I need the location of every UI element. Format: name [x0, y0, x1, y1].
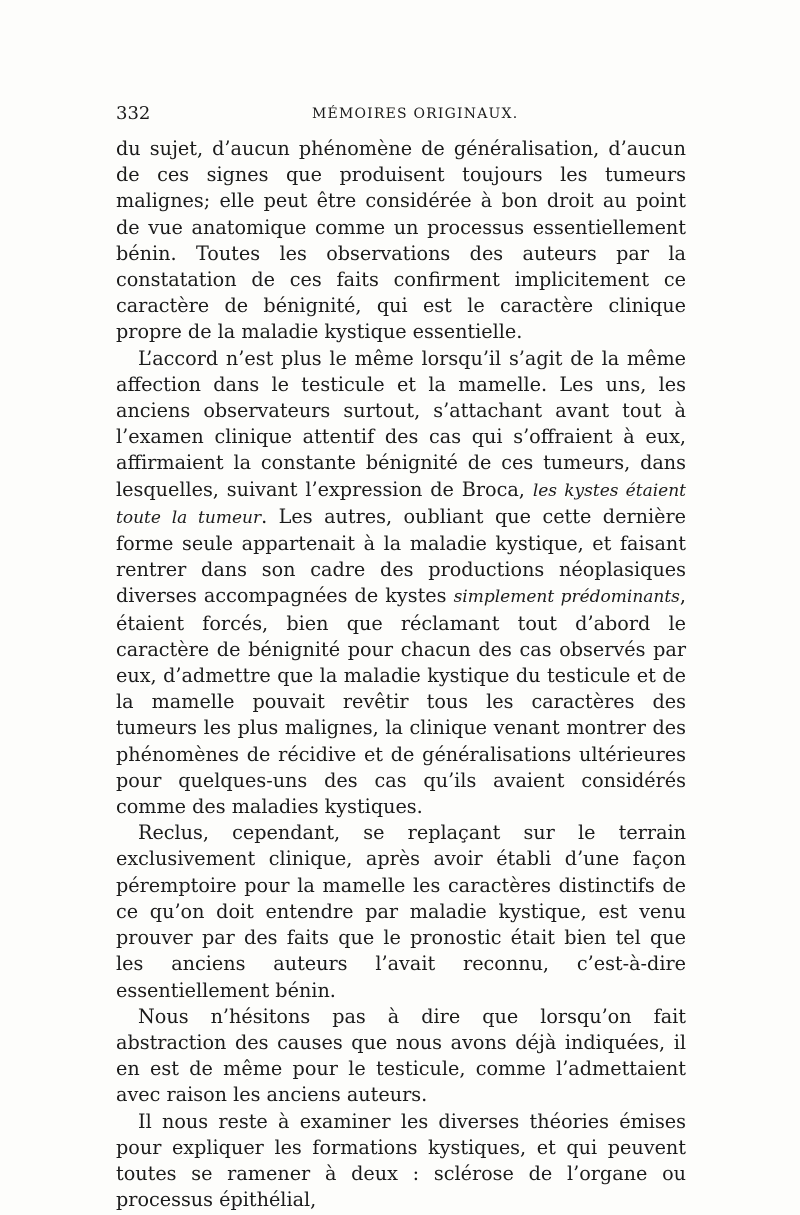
page-number: 332 [116, 103, 151, 124]
paragraph-2-text-c: , étaient forcés, bien que réclamant tout d’abord le caractère de bénignité pour chacun des cas observés par eux, d’admettre que la maladie kystique du testicule et de la mamelle pouvait revêtir tous les caractères des tumeurs les plus malignes, la clinique venant montrer des phénomènes de récidive et de généralisations ultérieures pour quelques-uns des cas qu’ils avaient considérés comme des maladies kystiques. [116, 584, 687, 819]
simplement-predominants-italic: simplement prédominants [453, 587, 680, 608]
broca-quote-italic: les kystes étaient toute la tumeur [116, 480, 686, 528]
page-header [116, 100, 686, 128]
paragraph-4: Nous n’hésitons pas à dire que lorsqu’on fait abstraction des causes que nous avons déjà indiquées, il en est de même pour le testicule, comme l’admettaient avec raison les anciens auteurs. [116, 1004, 686, 1107]
body-text [116, 136, 686, 1213]
paragraph-3: Reclus, cependant, se replaçant sur le terrain exclusivement clinique, après avoir établi d’une façon péremptoire pour la mamelle les caractères distinctifs de ce qu’on doit entendre par maladie kystique, est venu prouver par des faits que le pronostic était bien tel que les anciens auteurs l’avait reconnu, c’est-à-dire essentiellement bénin. [116, 821, 686, 1002]
paragraph-1: du sujet, d’aucun phénomène de généralisation, d’aucun de ces signes que produisent toujours les tumeurs malignes; elle peut être considérée à bon droit au point de vue anatomique comme un processus essentiellement bénin. Toutes les observations des auteurs par la constatation de ces faits confirment implicitement ce caractère de bénignité, qui est le caractère clinique propre de la maladie kystique essentielle. [116, 137, 686, 344]
paragraph-2 [116, 346, 686, 821]
paragraph-2-text-b: . Les autres, oubliant que cette dernière forme seule appartenait à la maladie kystique, et faisant rentrer dans son cadre des productions néoplasiques diverses accompagnées de kystes [116, 504, 686, 608]
paragraph-2-text-a: L’accord n’est plus le même lorsqu’il s’agit de la même affection dans le testicule et la mamelle. Les uns, les anciens observateurs surtout, s’attachant avant tout à l’examen clinique attentif des cas qui s’offraient à eux, affirmaient la constante bénignité de ces tumeurs, dans lesquelles, suivant l’expression de Broca, [116, 346, 686, 501]
paragraph-5: Il nous reste à examiner les diverses théories émises pour expliquer les formations kystiques, et qui peuvent toutes se ramener à deux : sclérose de l’organe ou processus épithélial, [116, 1109, 686, 1212]
running-title: MÉMOIRES ORIGINAUX. [312, 106, 519, 122]
